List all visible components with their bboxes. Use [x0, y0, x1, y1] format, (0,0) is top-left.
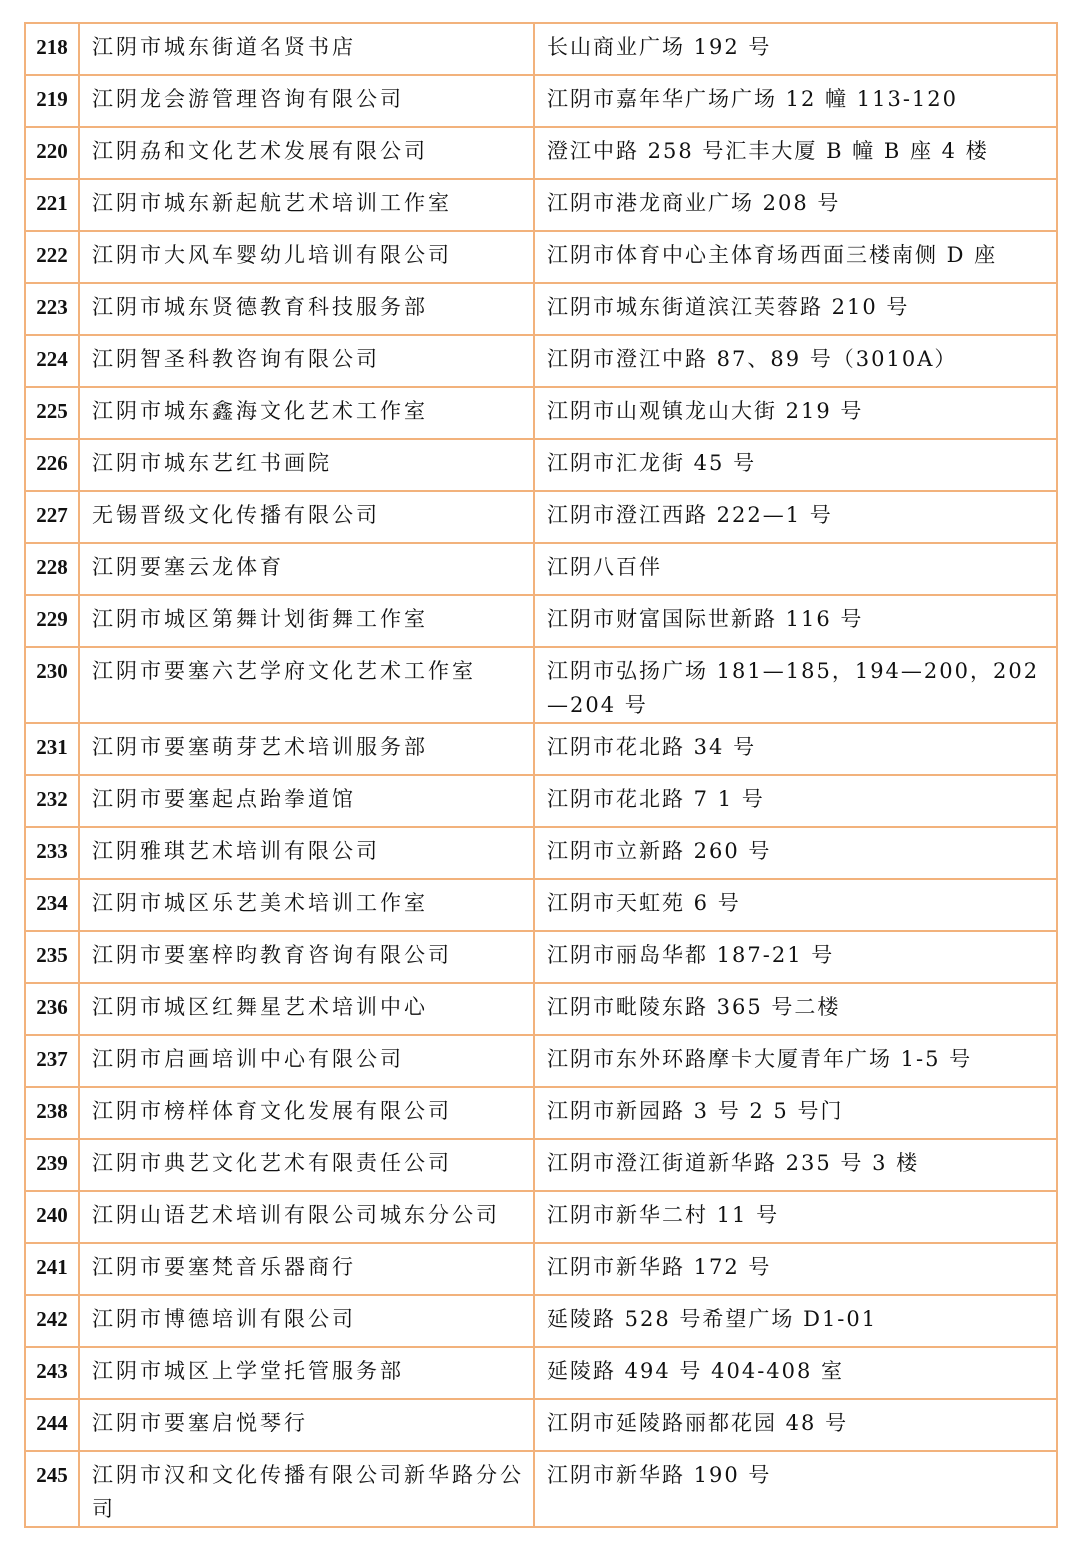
table-row — [25, 723, 1057, 775]
table-row — [25, 595, 1057, 647]
row-number: 234 — [25, 879, 79, 931]
institution-name: 江阴市要塞六艺学府文化艺术工作室 — [79, 647, 534, 723]
row-number: 245 — [25, 1451, 79, 1527]
institution-name: 江阴市博德培训有限公司 — [79, 1295, 534, 1347]
institution-address: 江阴市延陵路丽都花园 48 号 — [534, 1399, 1057, 1451]
institution-address: 延陵路 528 号希望广场 D1-01 — [534, 1295, 1057, 1347]
institution-name: 江阴市城区上学堂托管服务部 — [79, 1347, 534, 1399]
institution-address: 江阴市新园路 3 号 2 5 号门 — [534, 1087, 1057, 1139]
row-number: 235 — [25, 931, 79, 983]
institution-address: 江阴市丽岛华都 187-21 号 — [534, 931, 1057, 983]
row-number: 218 — [25, 23, 79, 75]
institution-name: 江阴市要塞梵音乐器商行 — [79, 1243, 534, 1295]
table-row — [25, 387, 1057, 439]
institution-name: 江阴市城区第舞计划街舞工作室 — [79, 595, 534, 647]
table-row — [25, 335, 1057, 387]
row-number: 238 — [25, 1087, 79, 1139]
row-number: 243 — [25, 1347, 79, 1399]
institution-name: 江阴市要塞启悦琴行 — [79, 1399, 534, 1451]
table-row — [25, 75, 1057, 127]
row-number: 219 — [25, 75, 79, 127]
institution-name: 江阴智圣科教咨询有限公司 — [79, 335, 534, 387]
table-row — [25, 1139, 1057, 1191]
institution-name: 江阴要塞云龙体育 — [79, 543, 534, 595]
institution-name: 江阴市城东鑫海文化艺术工作室 — [79, 387, 534, 439]
institution-name: 江阴市大风车婴幼儿培训有限公司 — [79, 231, 534, 283]
institution-address: 江阴市天虹苑 6 号 — [534, 879, 1057, 931]
table-row — [25, 1243, 1057, 1295]
institution-name: 江阴市城东艺红书画院 — [79, 439, 534, 491]
row-number: 225 — [25, 387, 79, 439]
institution-address: 江阴市花北路 7 1 号 — [534, 775, 1057, 827]
institution-address: 江阴市港龙商业广场 208 号 — [534, 179, 1057, 231]
table-row — [25, 1087, 1057, 1139]
row-number: 236 — [25, 983, 79, 1035]
table-row — [25, 647, 1057, 723]
institution-name: 江阴市要塞萌芽艺术培训服务部 — [79, 723, 534, 775]
institution-address: 江阴八百伴 — [534, 543, 1057, 595]
institution-name: 江阴龙会游管理咨询有限公司 — [79, 75, 534, 127]
table-row — [25, 439, 1057, 491]
institution-name: 无锡晋级文化传播有限公司 — [79, 491, 534, 543]
row-number: 221 — [25, 179, 79, 231]
table-row — [25, 1347, 1057, 1399]
table-row — [25, 1295, 1057, 1347]
row-number: 227 — [25, 491, 79, 543]
institution-address: 江阴市澄江西路 222—1 号 — [534, 491, 1057, 543]
table-row — [25, 879, 1057, 931]
table-row — [25, 1399, 1057, 1451]
table-row — [25, 23, 1057, 75]
row-number: 223 — [25, 283, 79, 335]
institution-address: 江阴市汇龙街 45 号 — [534, 439, 1057, 491]
institution-name: 江阴市启画培训中心有限公司 — [79, 1035, 534, 1087]
row-number: 222 — [25, 231, 79, 283]
table-row — [25, 775, 1057, 827]
institution-address: 江阴市花北路 34 号 — [534, 723, 1057, 775]
institution-address: 江阴市新华路 190 号 — [534, 1451, 1057, 1527]
row-number: 231 — [25, 723, 79, 775]
row-number: 242 — [25, 1295, 79, 1347]
row-number: 241 — [25, 1243, 79, 1295]
table-row — [25, 491, 1057, 543]
institution-name: 江阴市城东贤德教育科技服务部 — [79, 283, 534, 335]
row-number: 229 — [25, 595, 79, 647]
institution-name: 江阴劦和文化艺术发展有限公司 — [79, 127, 534, 179]
row-number: 232 — [25, 775, 79, 827]
institution-name: 江阴市城东街道名贤书店 — [79, 23, 534, 75]
institution-name: 江阴市城区红舞星艺术培训中心 — [79, 983, 534, 1035]
table-row — [25, 1451, 1057, 1527]
institution-address: 江阴市弘扬广场 181—185，194—200，202—204 号 — [534, 647, 1057, 723]
institution-address: 江阴市财富国际世新路 116 号 — [534, 595, 1057, 647]
institution-name: 江阴市要塞梓昀教育咨询有限公司 — [79, 931, 534, 983]
institution-address: 江阴市城东街道滨江芙蓉路 210 号 — [534, 283, 1057, 335]
row-number: 239 — [25, 1139, 79, 1191]
institution-address: 长山商业广场 192 号 — [534, 23, 1057, 75]
institution-address: 江阴市立新路 260 号 — [534, 827, 1057, 879]
row-number: 233 — [25, 827, 79, 879]
institution-address: 江阴市澄江街道新华路 235 号 3 楼 — [534, 1139, 1057, 1191]
table-row — [25, 231, 1057, 283]
institution-address: 江阴市毗陵东路 365 号二楼 — [534, 983, 1057, 1035]
row-number: 228 — [25, 543, 79, 595]
institution-table — [24, 22, 1058, 1528]
institution-name: 江阴市汉和文化传播有限公司新华路分公司 — [79, 1451, 534, 1527]
institution-name: 江阴市榜样体育文化发展有限公司 — [79, 1087, 534, 1139]
row-number: 240 — [25, 1191, 79, 1243]
institution-name: 江阴市典艺文化艺术有限责任公司 — [79, 1139, 534, 1191]
table-row — [25, 283, 1057, 335]
institution-address: 江阴市山观镇龙山大街 219 号 — [534, 387, 1057, 439]
row-number: 244 — [25, 1399, 79, 1451]
table-row — [25, 983, 1057, 1035]
table-row — [25, 543, 1057, 595]
institution-name: 江阴市城东新起航艺术培训工作室 — [79, 179, 534, 231]
institution-address: 江阴市新华二村 11 号 — [534, 1191, 1057, 1243]
table-row — [25, 827, 1057, 879]
institution-name: 江阴市城区乐艺美术培训工作室 — [79, 879, 534, 931]
institution-address: 江阴市体育中心主体育场西面三楼南侧 D 座 — [534, 231, 1057, 283]
row-number: 226 — [25, 439, 79, 491]
row-number: 230 — [25, 647, 79, 723]
institution-address: 江阴市澄江中路 87、89 号（3010A） — [534, 335, 1057, 387]
table-row — [25, 1035, 1057, 1087]
institution-name: 江阴山语艺术培训有限公司城东分公司 — [79, 1191, 534, 1243]
institution-name: 江阴雅琪艺术培训有限公司 — [79, 827, 534, 879]
row-number: 224 — [25, 335, 79, 387]
table-row — [25, 931, 1057, 983]
table-body — [25, 23, 1057, 1527]
table-row — [25, 179, 1057, 231]
institution-address: 江阴市东外环路摩卡大厦青年广场 1-5 号 — [534, 1035, 1057, 1087]
institution-address: 延陵路 494 号 404-408 室 — [534, 1347, 1057, 1399]
institution-address: 江阴市新华路 172 号 — [534, 1243, 1057, 1295]
institution-address: 江阴市嘉年华广场广场 12 幢 113-120 — [534, 75, 1057, 127]
table-row — [25, 1191, 1057, 1243]
row-number: 237 — [25, 1035, 79, 1087]
institution-address: 澄江中路 258 号汇丰大厦 B 幢 B 座 4 楼 — [534, 127, 1057, 179]
table-row — [25, 127, 1057, 179]
row-number: 220 — [25, 127, 79, 179]
institution-name: 江阴市要塞起点跆拳道馆 — [79, 775, 534, 827]
